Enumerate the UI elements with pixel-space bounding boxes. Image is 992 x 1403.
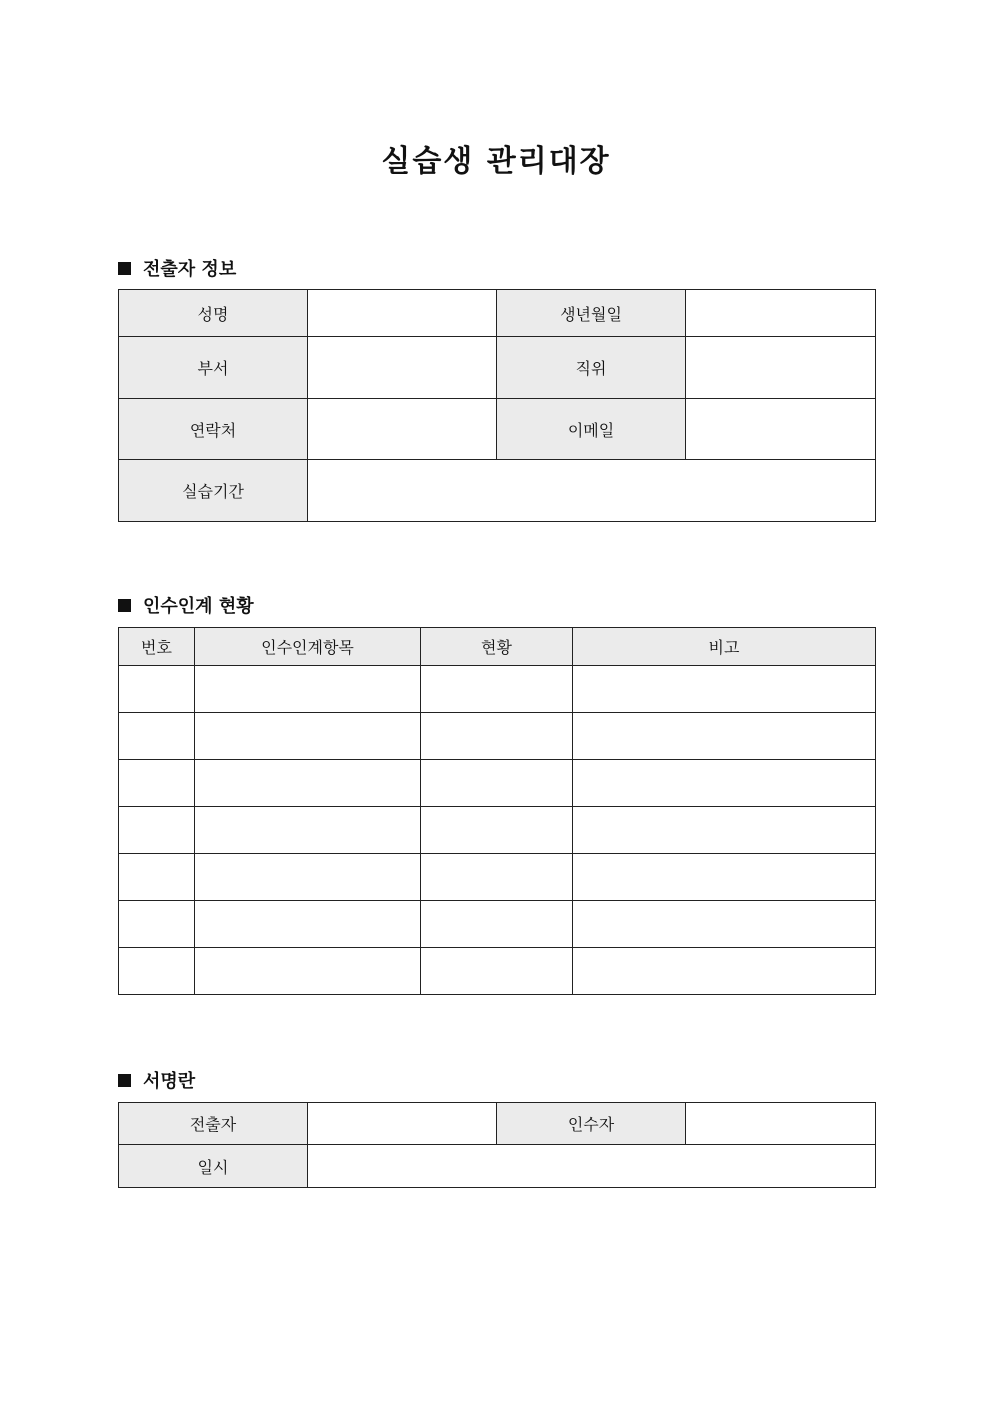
table-row <box>119 901 876 948</box>
field-email[interactable] <box>686 399 876 460</box>
table-cell[interactable] <box>573 760 876 807</box>
table-cell[interactable] <box>119 854 195 901</box>
field-birth[interactable] <box>686 290 876 337</box>
field-transferor-signature[interactable] <box>308 1103 497 1145</box>
table-cell[interactable] <box>573 713 876 760</box>
table-cell[interactable] <box>119 948 195 995</box>
table-cell[interactable] <box>421 901 573 948</box>
table-cell[interactable] <box>195 713 421 760</box>
label-transferor: 전출자 <box>119 1103 308 1145</box>
submitter-info-table <box>118 289 876 522</box>
table-cell[interactable] <box>119 760 195 807</box>
field-contact[interactable] <box>308 399 497 460</box>
table-row <box>119 760 876 807</box>
field-datetime[interactable] <box>308 1145 876 1188</box>
label-position: 직위 <box>497 337 686 399</box>
handover-table <box>118 627 876 995</box>
table-cell[interactable] <box>119 807 195 854</box>
table-cell[interactable] <box>119 901 195 948</box>
table-row <box>119 807 876 854</box>
handover-header-row <box>119 628 876 666</box>
table-cell[interactable] <box>573 948 876 995</box>
field-dept[interactable] <box>308 337 497 399</box>
field-receiver-signature[interactable] <box>686 1103 876 1145</box>
table-cell[interactable] <box>421 854 573 901</box>
square-bullet-icon <box>118 1074 131 1087</box>
label-receiver: 인수자 <box>497 1103 686 1145</box>
column-header: 현황 <box>421 628 573 666</box>
table-cell[interactable] <box>573 901 876 948</box>
label-period: 실습기간 <box>119 460 308 522</box>
table-row <box>119 666 876 713</box>
table-cell[interactable] <box>421 760 573 807</box>
table-row <box>119 948 876 995</box>
table-cell[interactable] <box>195 948 421 995</box>
table-row <box>119 854 876 901</box>
label-datetime: 일시 <box>119 1145 308 1188</box>
field-name[interactable] <box>308 290 497 337</box>
table-cell[interactable] <box>573 807 876 854</box>
signature-table <box>118 1102 876 1188</box>
section-heading-signature <box>118 1067 195 1093</box>
square-bullet-icon <box>118 262 131 275</box>
table-row <box>119 713 876 760</box>
column-header: 번호 <box>119 628 195 666</box>
table-cell[interactable] <box>195 760 421 807</box>
table-cell[interactable] <box>421 807 573 854</box>
label-contact: 연락처 <box>119 399 308 460</box>
table-cell[interactable] <box>195 854 421 901</box>
table-cell[interactable] <box>195 666 421 713</box>
label-birth: 생년월일 <box>497 290 686 337</box>
field-position[interactable] <box>686 337 876 399</box>
table-cell[interactable] <box>573 854 876 901</box>
table-cell[interactable] <box>421 948 573 995</box>
square-bullet-icon <box>118 599 131 612</box>
label-email: 이메일 <box>497 399 686 460</box>
label-dept: 부서 <box>119 337 308 399</box>
section-heading-text: 전출자 정보 <box>143 259 237 280</box>
section-heading-text: 서명란 <box>143 1071 196 1092</box>
field-period[interactable] <box>308 460 876 522</box>
table-cell[interactable] <box>119 713 195 760</box>
table-cell[interactable] <box>119 666 195 713</box>
document-title: 실습생 관리대장 <box>381 144 611 179</box>
label-name: 성명 <box>119 290 308 337</box>
table-cell[interactable] <box>195 901 421 948</box>
section-heading-submitter <box>118 255 236 281</box>
table-cell[interactable] <box>573 666 876 713</box>
table-cell[interactable] <box>195 807 421 854</box>
table-cell[interactable] <box>421 713 573 760</box>
column-header: 인수인계항목 <box>195 628 421 666</box>
table-cell[interactable] <box>421 666 573 713</box>
section-heading-handover <box>118 592 254 618</box>
section-heading-text: 인수인계 현황 <box>143 596 254 617</box>
column-header: 비고 <box>573 628 876 666</box>
